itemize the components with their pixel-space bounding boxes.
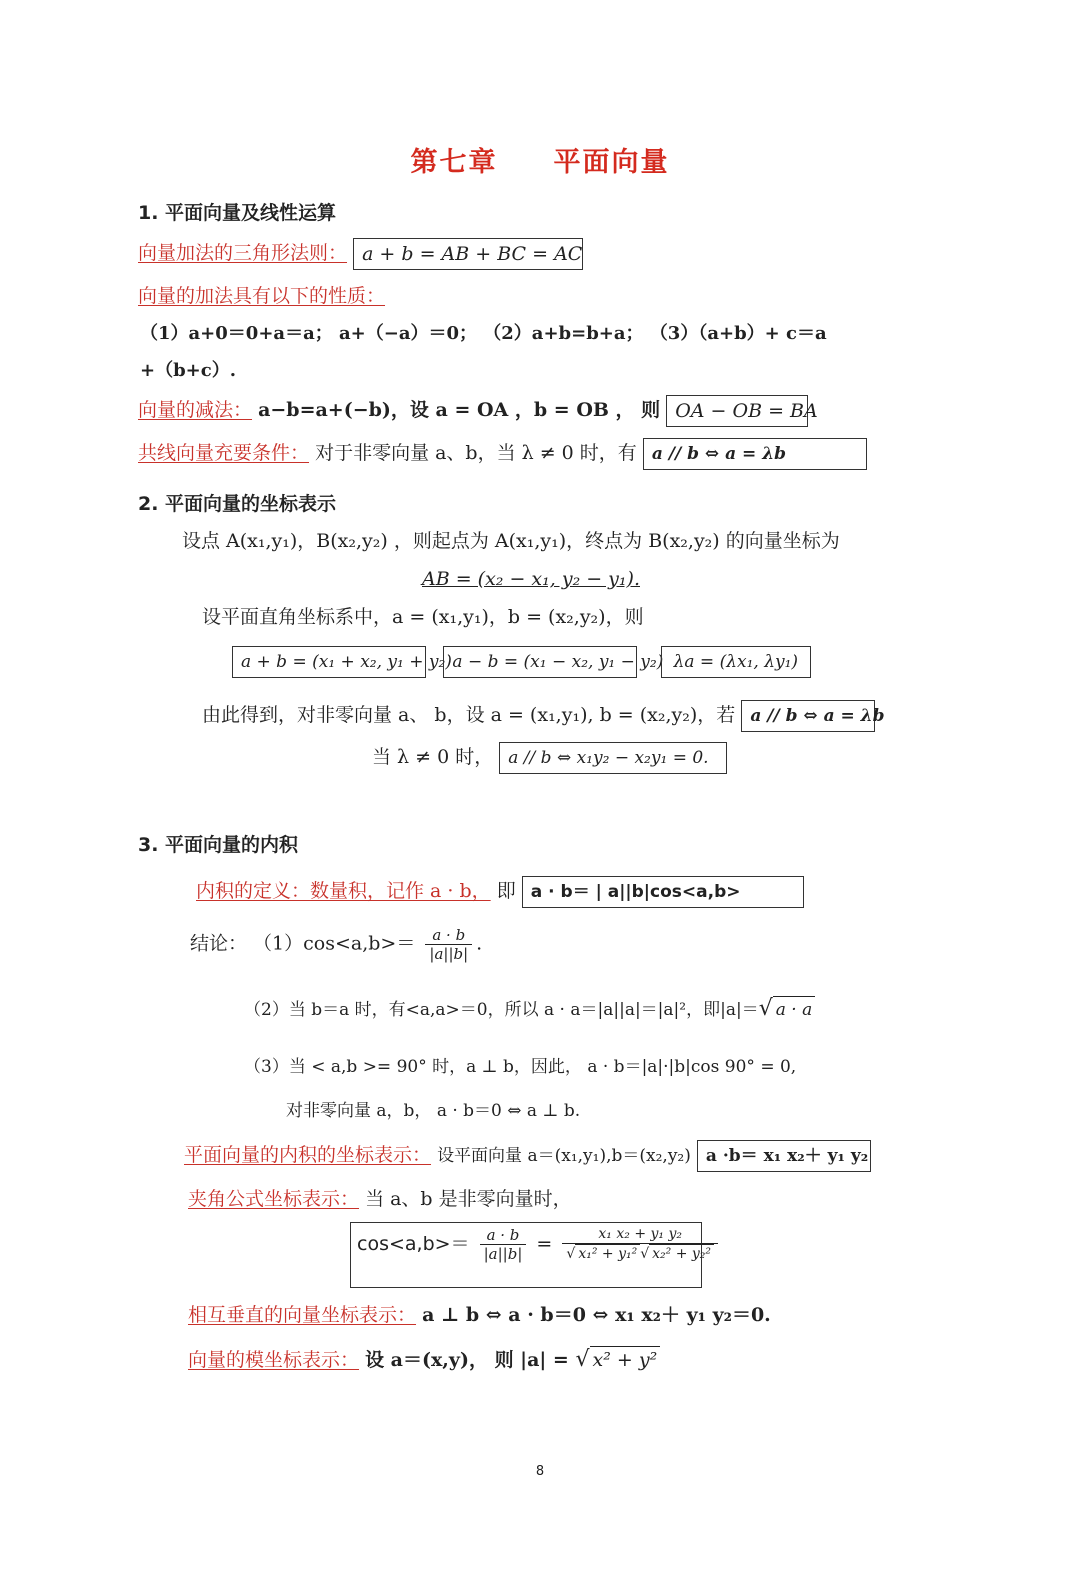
addition-props-label: 向量的加法具有以下的性质： [138,285,386,307]
addition-props-line1: （1）a+0＝0+a＝a； a+（−a）＝0； （2）a+b=b+a； （3）（a+b）+ c＝a [140,323,827,344]
coord-line3: 设平面直角坐标系中，a = (x₁,y₁)，b = (x₂,y₂)，则 [202,606,644,628]
conclusion-2-sqrt: a · a [773,996,815,1023]
subtraction-text: a−b=a+(−b)，设 a = OA ，b = OB ， 则 [258,399,661,421]
chapter-title [0,140,1080,179]
collinear-label: 共线向量充要条件： [138,442,310,464]
perpendicular-rule: 相互垂直的向量坐标表示： a ⊥ b ⇔ a · b＝0 ⇔ x₁ x₂＋ y₁ y₂＝0. [188,1304,771,1326]
scalar-box: λa = (λx₁, λy₁) [661,646,811,678]
section-1-heading: 1. 平面向量及线性运算 [138,202,337,224]
inner-coord-label: 平面向量的内积的坐标表示： [184,1144,432,1166]
inner-def-box: a · b＝ | a||b|cos<a,b> [522,876,804,908]
coord-parallel-box: a // b ⇔ a = λb [741,700,875,732]
coord-formulas [232,646,811,678]
angle-formula-box: cos<a,b>＝ $\frac{a \cdot b}{|a||b|}$ = $\frac{\text{x₁ x₂ + y₁ y₂}}{\text{√ x₁² + y₁² √ x₂² + y₂²}}$ [350,1222,702,1288]
inner-def-label: 内积的定义：数量积，记作 a · b， [196,880,491,902]
collinear-box: a // b ⇔ a = λb [643,438,867,470]
inner-product-def: 内积的定义：数量积，记作 a · b， 即 a · b＝ | a||b|cos<a,b> [196,876,804,908]
collinear-text: 对于非零向量 a、b，当 λ ≠ 0 时，有 [315,442,637,464]
section-2-heading: 2. 平面向量的坐标表示 [138,493,337,515]
subtraction-label: 向量的减法： [138,399,253,421]
inner-coord: 平面向量的内积的坐标表示： 设平面向量 a＝(x₁,y₁),b＝(x₂,y₂) a ·b＝ x₁ x₂＋ y₁ y₂ [184,1140,871,1172]
conclusion-2: （2）当 b＝a 时，有<a,a>＝0，所以 a · a＝|a||a|＝|a|²，即|a|＝√ a · a [244,996,815,1023]
chapter-topic: 平面向量 [553,147,670,178]
modulus-label: 向量的模坐标表示： [188,1349,360,1371]
coord-cross-box: a // b ⇔ x₁y₂ − x₂y₁ = 0. [499,742,727,774]
modulus-rule: 向量的模坐标表示： 设 a＝(x,y)， 则 |a| = √ x² + y² [188,1346,660,1373]
page-number: 8 [535,1464,545,1479]
triangle-rule-label: 向量加法的三角形法则： [138,242,348,264]
subtraction-rule [138,395,818,427]
coord-line2: AB = (x₂ − x₁, y₂ − y₁). [422,568,640,590]
addition-props-line2: +（b+c）. [140,360,236,381]
triangle-rule [138,238,583,270]
inner-coord-box: a ·b＝ x₁ x₂＋ y₁ y₂ [697,1140,871,1172]
collinear-rule [138,438,867,470]
perpendicular-label: 相互垂直的向量坐标表示： [188,1304,417,1326]
diff-box: a − b = (x₁ − x₂, y₁ − y₂) [443,646,637,678]
section-3-heading: 3. 平面向量的内积 [138,834,299,856]
subtraction-box: OA − OB = BA [666,395,808,427]
modulus-sqrt: x² + y² [590,1346,661,1373]
angle-label: 夹角公式坐标表示： [188,1188,360,1210]
triangle-rule-formula: a + b = AB + BC = AC [353,238,583,270]
chapter-number: 第七章 [410,147,498,178]
coord-line1: 设点 A(x₁,y₁)，B(x₂,y₂) ，则起点为 A(x₁,y₁)，终点为 B(x₂,y₂) 的向量坐标为 [182,530,840,552]
angle-formula-line: 夹角公式坐标表示： 当 a、b 是非零向量时， [188,1188,572,1210]
conclusion-4: 对非零向量 a，b， a · b＝0 ⇔ a ⊥ b. [286,1101,581,1121]
conclusion-1-fraction: $\frac{a \cdot b}{|a||b|}$ [425,926,472,963]
coord-line5: 当 λ ≠ 0 时， a // b ⇔ x₁y₂ − x₂y₁ = 0. [372,742,727,774]
conclusion-1: 结论： （1）cos<a,b>＝ $\frac{a \cdot b}{|a||b|}$ . [190,926,483,963]
conclusion-3: （3）当 < a,b >= 90° 时，a ⊥ b，因此， a · b＝|a|·|b|cos 90° = 0, [244,1057,797,1077]
sum-box: a + b = (x₁ + x₂, y₁ + y₂) [232,646,426,678]
coord-line4: 由此得到，对非零向量 a、 b，设 a = (x₁,y₁), b = (x₂,y₂)，若 a // b ⇔ a = λb [202,700,875,732]
